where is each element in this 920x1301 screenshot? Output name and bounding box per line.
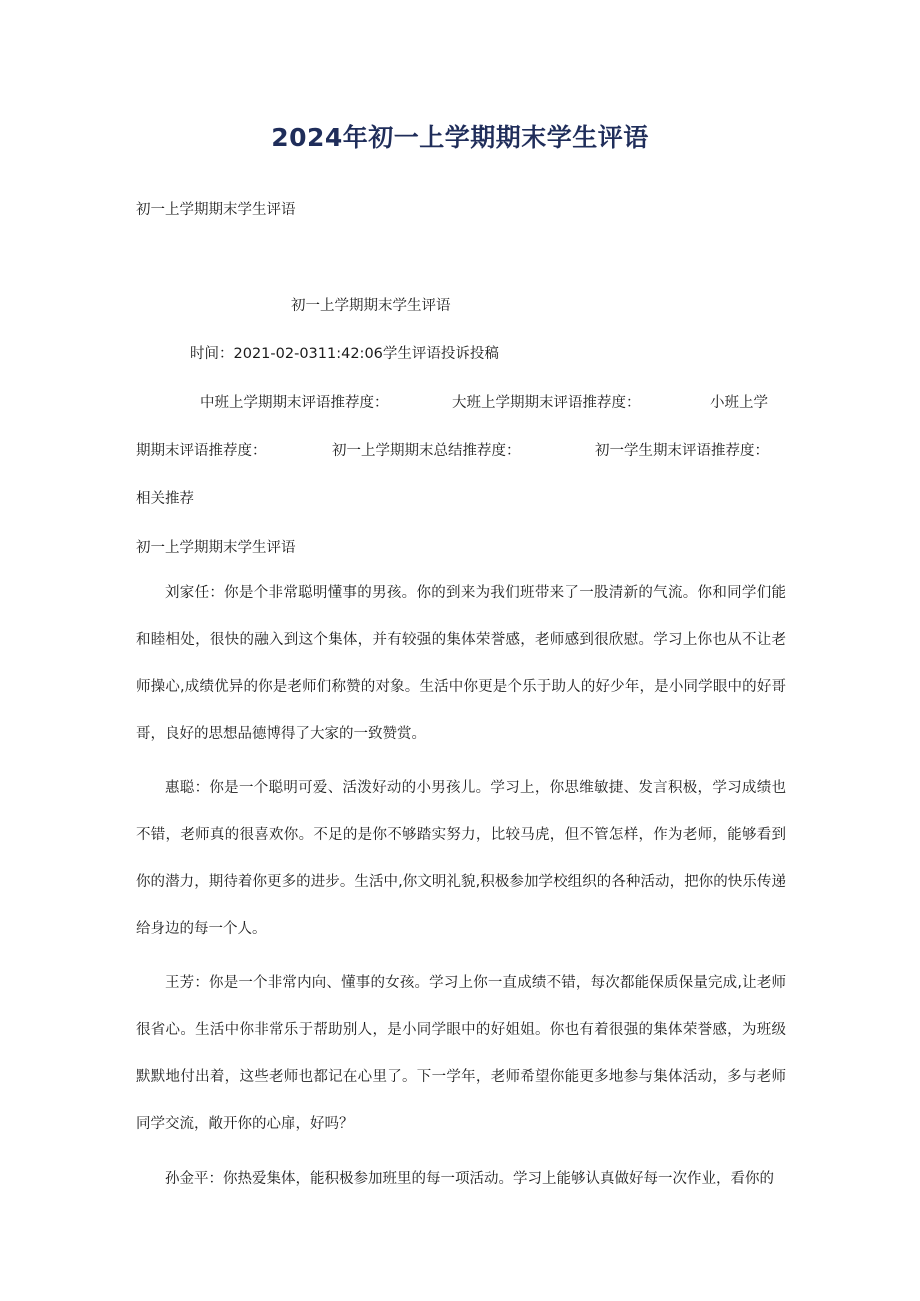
comment-paragraph-2: 惠聪：你是一个聪明可爱、活泼好动的小男孩儿。学习上，你思维敏捷、发言积极，学习成绩也不错，老师真的很喜欢你。不足的是你不够踏实努力，比较马虎，但不管怎样，作为老师，能够看到你的潜力，期待着你更多的进步。生活中,你文明礼貌,积极参加学校组织的各种活动，把你的快乐传递给身边的每一个人。 xyxy=(136,780,786,937)
comment-paragraph-3: 王芳：你是一个非常内向、懂事的女孩。学习上你一直成绩不错，每次都能保质保量完成,让老师很省心。生活中你非常乐于帮助别人，是小同学眼中的好姐姐。你也有着很强的集体荣誉感，为班级默默地付出着，这些老师也都记在心里了。下一学年，老师希望你能更多地参与集体活动，多与老师同学交流，敞开你的心扉，好吗？ xyxy=(136,975,786,1132)
comment-paragraph-4: 孙金平：你热爱集体，能积极参加班里的每一项活动。学习上能够认真做好每一次作业，看你的 xyxy=(165,1171,774,1187)
recommend-item-3-part1[interactable]: 小班上学 xyxy=(710,395,768,411)
recommend-item-2[interactable]: 大班上学期期末评语推荐度： xyxy=(452,395,641,411)
comment-paragraph-1: 刘家任：你是个非常聪明懂事的男孩。你的到来为我们班带来了一股清新的气流。你和同学们能和睦相处，很快的融入到这个集体，并有较强的集体荣誉感，老师感到很欣慰。学习上你也从不让老师操心,成绩优异的你是老师们称赞的对象。生活中你更是个乐于助人的好少年，是小同学眼中的好哥哥，良好的思想品德博得了大家的一致赞赏。 xyxy=(136,585,786,742)
recommend-item-3-part2[interactable]: 期期末评语推荐度： xyxy=(136,443,267,459)
recommend-item-4[interactable]: 初一上学期期末总结推荐度： xyxy=(332,443,521,459)
subtitle: 初一上学期期末学生评语 xyxy=(136,202,296,218)
recommend-item-5[interactable]: 初一学生期末评语推荐度： xyxy=(595,443,769,459)
centered-heading: 初一上学期期末学生评语 xyxy=(291,298,451,314)
meta-line: 时间：2021-02-0311:42:06学生评语投诉投稿 xyxy=(190,346,499,362)
recommend-item-1[interactable]: 中班上学期期末评语推荐度： xyxy=(200,395,389,411)
section-heading: 初一上学期期末学生评语 xyxy=(136,540,296,556)
related-label: 相关推荐 xyxy=(136,491,194,507)
document-title: 2024年初一上学期期末学生评语 xyxy=(271,123,649,152)
